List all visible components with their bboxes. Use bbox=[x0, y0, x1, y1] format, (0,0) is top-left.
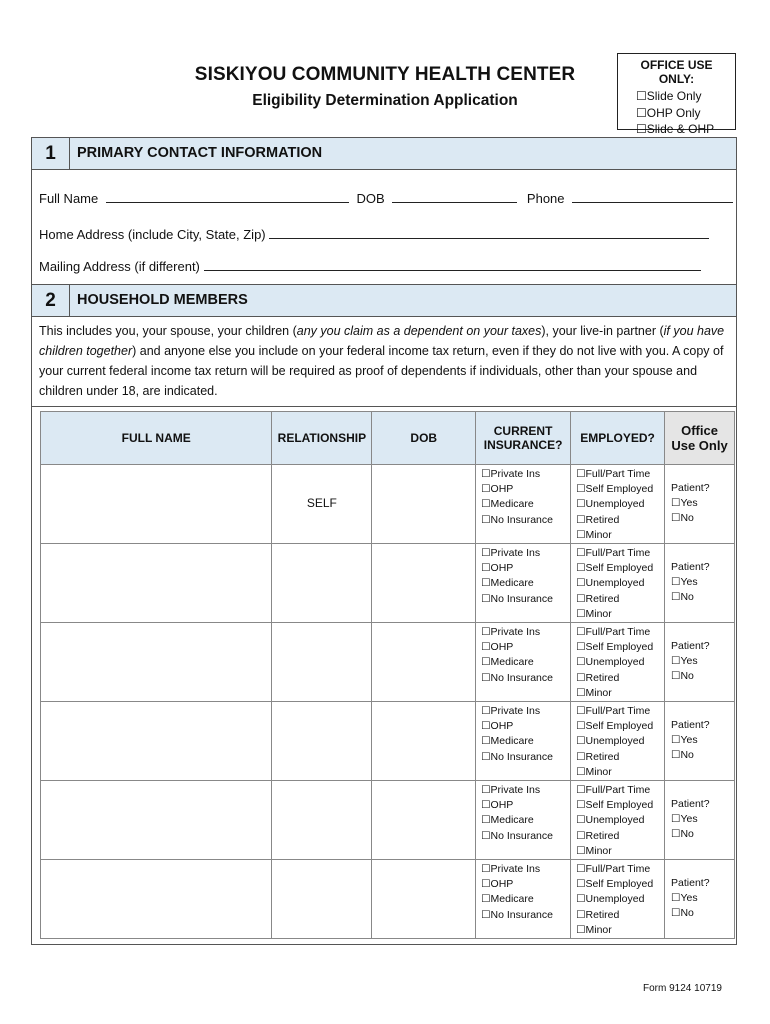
insurance-checkbox[interactable]: ☐Medicare bbox=[481, 735, 534, 748]
insurance-checkbox[interactable]: ☐Private Ins bbox=[481, 626, 541, 639]
dob-field[interactable] bbox=[392, 190, 517, 203]
insurance-checkbox[interactable]: ☐No Insurance bbox=[481, 513, 553, 526]
patient-no-checkbox[interactable]: ☐No bbox=[671, 828, 694, 841]
insurance-checkbox[interactable]: ☐OHP bbox=[481, 878, 514, 891]
employment-checkbox[interactable]: ☐Full/Part Time bbox=[576, 626, 651, 639]
member-name-cell[interactable] bbox=[41, 623, 272, 702]
patient-label: Patient? bbox=[671, 877, 710, 890]
member-insurance-cell bbox=[476, 623, 571, 702]
insurance-checkbox[interactable]: ☐No Insurance bbox=[481, 592, 553, 605]
office-option-ohp-only[interactable]: ☐OHP Only bbox=[636, 105, 701, 120]
insurance-checkbox[interactable]: ☐Private Ins bbox=[481, 468, 541, 480]
insurance-checkbox[interactable]: ☐OHP bbox=[481, 483, 514, 496]
household-instructions: This includes you, your spouse, your children (any you claim as a dependent on your taxes), your live-in partner (if you have children together) and anyone else you include on your federal income tax return, even if they do not live with you. A copy of your current federal income tax return will be required as proof of dependents if individuals, other than your spouse and children under 18, are indicated. bbox=[39, 324, 725, 398]
member-insurance-cell bbox=[476, 781, 571, 860]
full-name-row bbox=[39, 190, 733, 206]
full-name-field[interactable] bbox=[106, 190, 349, 203]
member-relationship-cell[interactable] bbox=[272, 781, 372, 860]
member-employment-cell bbox=[571, 623, 665, 702]
household-table bbox=[40, 411, 735, 939]
employment-checkbox[interactable]: ☐Self Employed bbox=[576, 641, 654, 654]
employment-checkbox[interactable]: ☐Full/Part Time bbox=[576, 705, 651, 718]
full-name-label: Full Name bbox=[39, 191, 99, 206]
member-relationship-cell[interactable] bbox=[272, 623, 372, 702]
member-relationship-cell[interactable] bbox=[272, 465, 372, 544]
patient-no-checkbox[interactable]: ☐No bbox=[671, 907, 694, 920]
col-employed: EMPLOYED? bbox=[571, 412, 665, 465]
insurance-checkbox[interactable]: ☐Medicare bbox=[481, 498, 534, 511]
patient-yes-checkbox[interactable]: ☐Yes bbox=[671, 497, 698, 509]
col-dob: DOB bbox=[372, 412, 476, 465]
insurance-checkbox[interactable]: ☐OHP bbox=[481, 641, 514, 654]
member-office-cell bbox=[665, 702, 735, 781]
office-use-heading: OFFICE USE ONLY: bbox=[640, 58, 713, 86]
section-2-title: HOUSEHOLD MEMBERS bbox=[77, 292, 248, 308]
col-office-use: Office Use Only bbox=[665, 412, 735, 465]
patient-label: Patient? bbox=[671, 798, 710, 811]
employment-checkbox[interactable]: ☐Retired bbox=[576, 908, 620, 921]
patient-label: Patient? bbox=[671, 640, 710, 653]
relationship-self: SELF bbox=[306, 496, 337, 510]
insurance-checkbox[interactable]: ☐Private Ins bbox=[481, 863, 541, 876]
divider bbox=[31, 406, 737, 407]
employment-checkbox[interactable]: ☐Retired bbox=[576, 829, 620, 842]
member-insurance-cell bbox=[476, 544, 571, 623]
mailing-address-field[interactable] bbox=[204, 258, 701, 271]
member-dob-cell[interactable] bbox=[372, 544, 476, 623]
insurance-checkbox[interactable]: ☐No Insurance bbox=[481, 908, 553, 921]
member-employment-cell bbox=[571, 465, 665, 544]
patient-yes-checkbox[interactable]: ☐Yes bbox=[671, 655, 698, 668]
member-dob-cell[interactable] bbox=[372, 702, 476, 781]
employment-checkbox[interactable]: ☐Self Employed bbox=[576, 799, 654, 812]
insurance-checkbox[interactable]: ☐No Insurance bbox=[481, 671, 553, 684]
home-address-row bbox=[39, 226, 709, 242]
member-employment-cell bbox=[571, 860, 665, 939]
member-insurance-cell bbox=[476, 860, 571, 939]
insurance-checkbox[interactable]: ☐Medicare bbox=[481, 814, 534, 827]
patient-label: Patient? bbox=[671, 719, 710, 732]
member-insurance-cell bbox=[476, 465, 571, 544]
insurance-checkbox[interactable]: ☐Private Ins bbox=[481, 705, 541, 718]
table-row bbox=[41, 702, 735, 781]
table-row bbox=[41, 544, 735, 623]
member-name-cell[interactable] bbox=[41, 702, 272, 781]
employment-checkbox[interactable]: ☐Minor bbox=[576, 528, 612, 541]
insurance-checkbox[interactable]: ☐OHP bbox=[481, 720, 514, 733]
employment-checkbox[interactable]: ☐Retired bbox=[576, 750, 620, 763]
patient-yes-checkbox[interactable]: ☐Yes bbox=[671, 576, 698, 589]
member-relationship-cell[interactable] bbox=[272, 702, 372, 781]
employment-checkbox[interactable]: ☐Minor bbox=[576, 765, 612, 778]
member-office-cell bbox=[665, 781, 735, 860]
member-office-cell bbox=[665, 860, 735, 939]
employment-checkbox[interactable]: ☐Minor bbox=[576, 607, 612, 620]
member-relationship-cell[interactable] bbox=[272, 860, 372, 939]
insurance-checkbox[interactable]: ☐No Insurance bbox=[481, 829, 553, 842]
employment-checkbox[interactable]: ☐Retired bbox=[576, 592, 620, 605]
insurance-checkbox[interactable]: ☐Private Ins bbox=[481, 547, 541, 560]
phone-label: Phone bbox=[526, 191, 565, 206]
member-name-cell[interactable] bbox=[41, 544, 272, 623]
office-option-slide-only[interactable]: ☐Slide Only bbox=[636, 89, 702, 103]
form-number: Form 9124 10719 bbox=[643, 983, 722, 994]
member-office-cell bbox=[665, 623, 735, 702]
employment-checkbox[interactable]: ☐Minor bbox=[576, 923, 612, 936]
patient-label: Patient? bbox=[671, 561, 710, 574]
section-1-header bbox=[31, 137, 737, 170]
patient-yes-checkbox[interactable]: ☐Yes bbox=[671, 813, 698, 826]
insurance-checkbox[interactable]: ☐OHP bbox=[481, 799, 514, 812]
employment-checkbox[interactable]: ☐Self Employed bbox=[576, 562, 654, 575]
form-subtitle: Eligibility Determination Application bbox=[252, 92, 518, 109]
table-row bbox=[41, 623, 735, 702]
member-dob-cell[interactable] bbox=[372, 860, 476, 939]
member-name-cell[interactable] bbox=[41, 781, 272, 860]
mailing-address-row bbox=[39, 258, 701, 274]
employment-checkbox[interactable]: ☐Self Employed bbox=[576, 483, 654, 496]
table-row bbox=[41, 860, 735, 939]
office-use-box bbox=[617, 53, 736, 136]
member-office-cell bbox=[665, 544, 735, 623]
member-name-cell[interactable] bbox=[41, 465, 272, 544]
section-1-title: PRIMARY CONTACT INFORMATION bbox=[77, 145, 323, 161]
employment-checkbox[interactable]: ☐Minor bbox=[576, 844, 612, 857]
table-row bbox=[41, 781, 735, 860]
col-insurance: CURRENT INSURANCE? bbox=[476, 412, 571, 465]
office-option-slide-ohp[interactable]: ☐Slide & OHP bbox=[636, 122, 715, 136]
employment-checkbox[interactable]: ☐Minor bbox=[576, 686, 612, 699]
member-relationship-cell[interactable] bbox=[272, 544, 372, 623]
employment-checkbox[interactable]: ☐Unemployed bbox=[576, 498, 645, 511]
employment-checkbox[interactable]: ☐Self Employed bbox=[576, 720, 654, 733]
insurance-checkbox[interactable]: ☐Medicare bbox=[481, 893, 534, 906]
patient-no-checkbox[interactable]: ☐No bbox=[671, 512, 694, 524]
table-row bbox=[41, 465, 735, 544]
employment-checkbox[interactable]: ☐Unemployed bbox=[576, 814, 645, 827]
patient-no-checkbox[interactable]: ☐No bbox=[671, 670, 694, 683]
phone-field[interactable] bbox=[572, 190, 733, 203]
patient-no-checkbox[interactable]: ☐No bbox=[671, 749, 694, 762]
insurance-checkbox[interactable]: ☐Private Ins bbox=[481, 784, 541, 797]
member-employment-cell bbox=[571, 702, 665, 781]
member-insurance-cell bbox=[476, 702, 571, 781]
employment-checkbox[interactable]: ☐Unemployed bbox=[576, 577, 645, 590]
employment-checkbox[interactable]: ☐Unemployed bbox=[576, 735, 645, 748]
employment-checkbox[interactable]: ☐Retired bbox=[576, 671, 620, 684]
employment-checkbox[interactable]: ☐Self Employed bbox=[576, 878, 654, 891]
member-employment-cell bbox=[571, 544, 665, 623]
dob-label: DOB bbox=[356, 191, 385, 206]
patient-label: Patient? bbox=[671, 482, 710, 494]
insurance-checkbox[interactable]: ☐Medicare bbox=[481, 656, 534, 669]
home-address-label: Home Address (include City, State, Zip) bbox=[39, 227, 266, 242]
member-employment-cell bbox=[571, 781, 665, 860]
form-title: SISKIYOU COMMUNITY HEALTH CENTER bbox=[194, 64, 576, 85]
member-dob-cell[interactable] bbox=[372, 781, 476, 860]
insurance-checkbox[interactable]: ☐OHP bbox=[481, 562, 514, 575]
employment-checkbox[interactable]: ☐Full/Part Time bbox=[576, 468, 651, 480]
mailing-address-label: Mailing Address (if different) bbox=[39, 259, 200, 274]
patient-yes-checkbox[interactable]: ☐Yes bbox=[671, 734, 698, 747]
employment-checkbox[interactable]: ☐Full/Part Time bbox=[576, 547, 651, 560]
member-dob-cell[interactable] bbox=[372, 465, 476, 544]
member-dob-cell[interactable] bbox=[372, 623, 476, 702]
insurance-checkbox[interactable]: ☐No Insurance bbox=[481, 750, 553, 763]
employment-checkbox[interactable]: ☐Retired bbox=[576, 513, 620, 526]
col-relationship: RELATIONSHIP bbox=[272, 412, 372, 465]
col-full-name: FULL NAME bbox=[41, 412, 272, 465]
member-office-cell bbox=[665, 465, 735, 544]
employment-checkbox[interactable]: ☐Unemployed bbox=[576, 893, 645, 906]
member-name-cell[interactable] bbox=[41, 860, 272, 939]
employment-checkbox[interactable]: ☐Full/Part Time bbox=[576, 784, 651, 797]
home-address-field[interactable] bbox=[269, 226, 709, 239]
insurance-checkbox[interactable]: ☐Medicare bbox=[481, 577, 534, 590]
patient-no-checkbox[interactable]: ☐No bbox=[671, 591, 694, 604]
patient-yes-checkbox[interactable]: ☐Yes bbox=[671, 892, 698, 905]
section-2-header bbox=[31, 284, 737, 317]
employment-checkbox[interactable]: ☐Unemployed bbox=[576, 656, 645, 669]
employment-checkbox[interactable]: ☐Full/Part Time bbox=[576, 863, 651, 876]
section-1-number: 1 bbox=[32, 138, 70, 169]
section-2-number: 2 bbox=[32, 285, 70, 316]
